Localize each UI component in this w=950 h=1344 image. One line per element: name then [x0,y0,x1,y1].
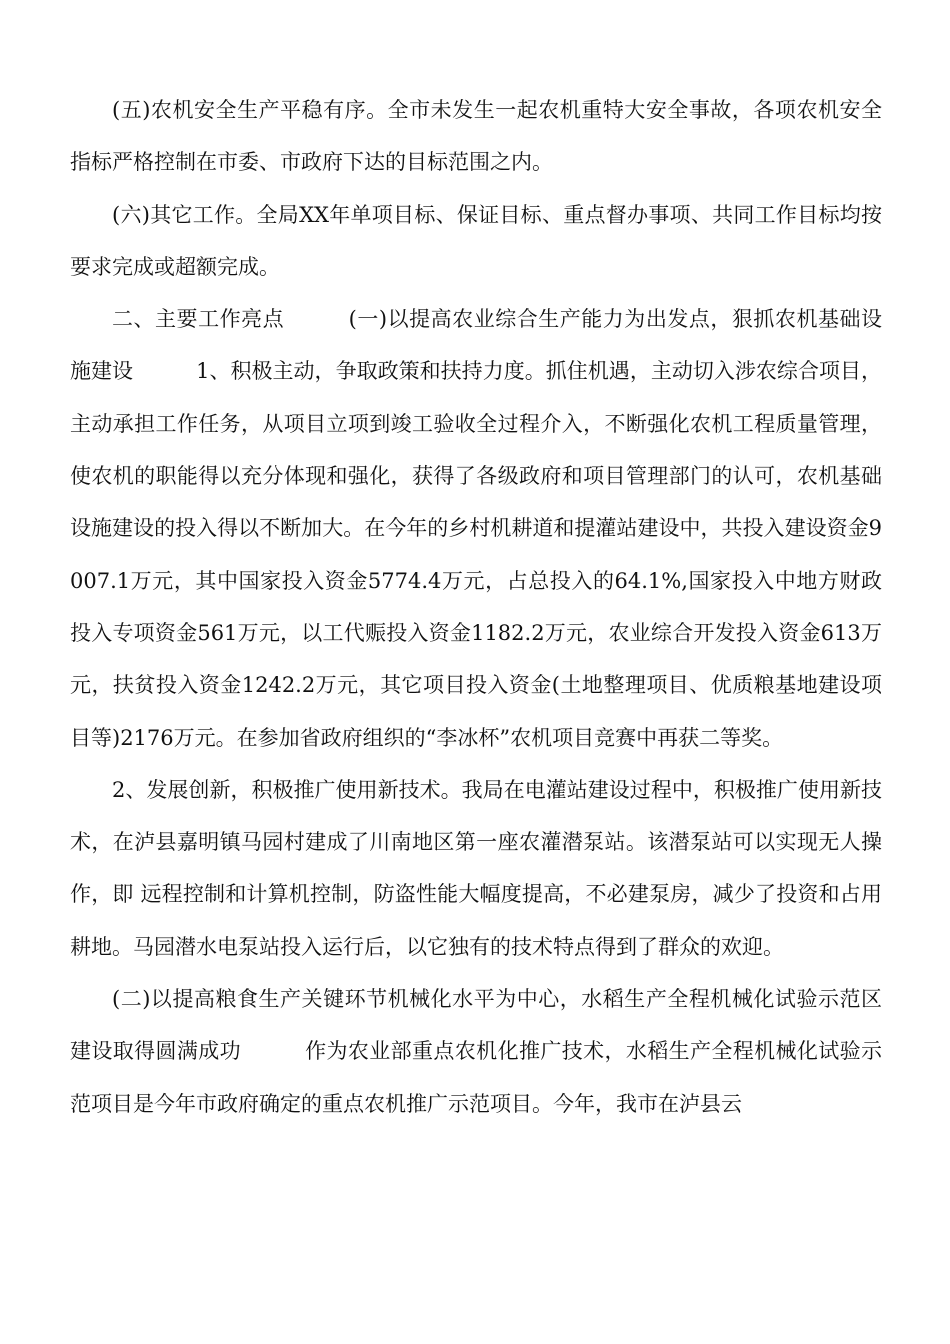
paragraph-agri-machinery-safety: (五)农机安全生产平稳有序。全市未发生一起农机重特大安全事故，各项农机安全指标严格控制在市委、市政府下达的目标范围之内。 [70,98,882,175]
paragraph-other-work: (六)其它工作。全局XX年单项目标、保证目标、重点督办事项、共同工作目标均按要求完成或超额完成。 [70,202,882,279]
paragraph-rice-mechanization: (二)以提高粮食生产关键环节机械化水平为中心，水稻生产全程机械化试验示范区建设取得圆满成功 作为农业部重点农机化推广技术，水稻生产全程机械化试验示范项目是今年市政府确定的重点农机推广示范项目。今年，我市在泸县云 [70,987,882,1116]
paragraph-work-highlights: 二、主要工作亮点 (一)以提高农业综合生产能力为出发点，狠抓农机基础设施建设 1、积极主动，争取政策和扶持力度。抓住机遇，主动切入涉农综合项目，主动承担工作任务，从项目立项到竣工验收全过程介入，不断强化农机工程质量管理，使农机的职能得以充分体现和强化，获得了各级政府和项目管理部门的认可，农机基础设施建设的投入得以不断加大。在今年的乡村机耕道和提灌站建设中，共投入建设资金9007.1万元，其中国家投入资金5774.4万元，占总投入的64.1%,国家投入中地方财政投入专项资金561万元，以工代赈投入资金1182.2万元，农业综合开发投入资金613万元，扶贫投入资金1242.2万元，其它项目投入资金(土地整理项目、优质粮基地建设项目等)2176万元。在参加省政府组织的“李冰杯”农机项目竞赛中再获二等奖。 [70,307,882,750]
document-body [70,84,882,1130]
paragraph-innovation-technology: 2、发展创新，积极推广使用新技术。我局在电灌站建设过程中，积极推广使用新技术，在泸县嘉明镇马园村建成了川南地区第一座农灌潜泵站。该潜泵站可以实现无人操作，即 远程控制和计算机控制，防盗性能大幅度提高，不必建泵房，减少了投资和占用耕地。马园潜水电泵站投入运行后，以它独有的技术特点得到了群众的欢迎。 [70,777,882,959]
